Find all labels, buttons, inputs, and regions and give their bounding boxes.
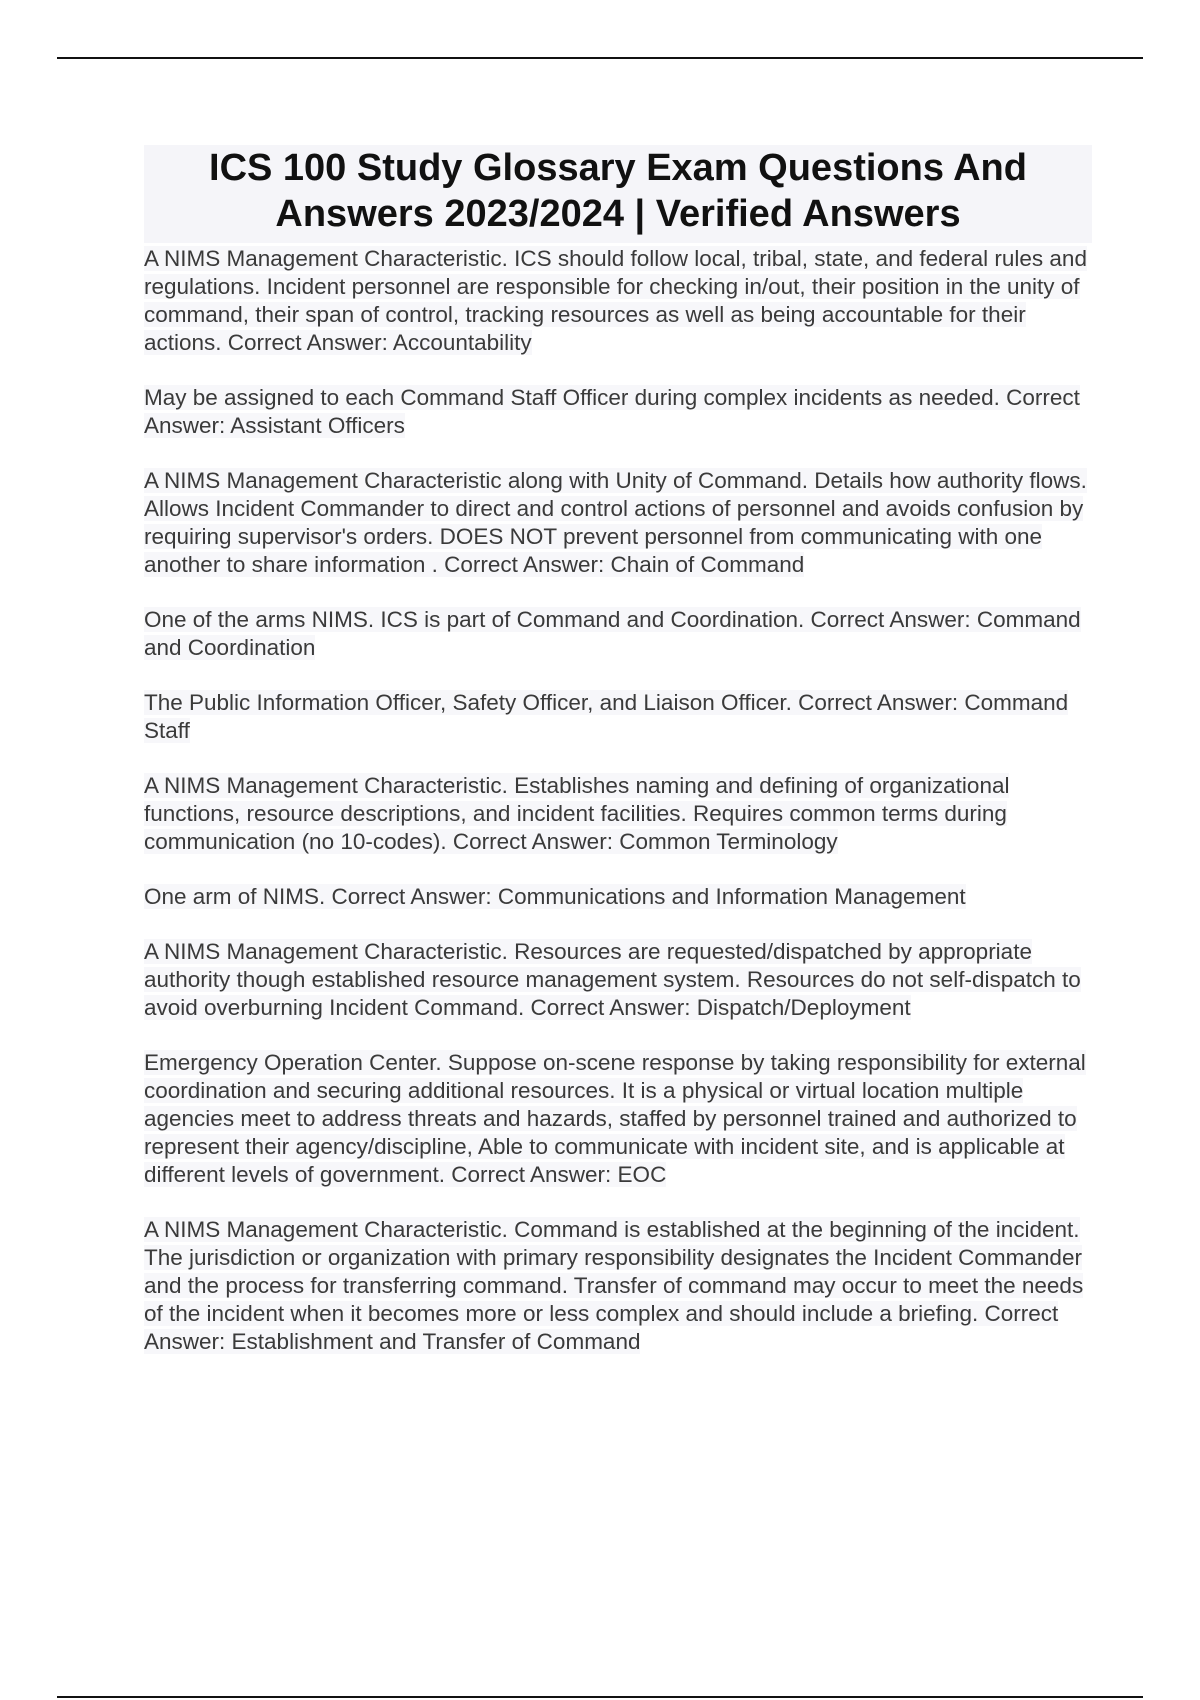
entry-text: A NIMS Management Characteristic. Resources are requested/dispatched by appropriate authority though established resource management system. Resources do not self-dispatch to avoid overburning Incident Command. Correct Answer: Dispatch/Deployment xyxy=(144,939,1081,1020)
glossary-entry xyxy=(144,606,1092,662)
glossary-entry xyxy=(144,938,1092,1022)
entry-text: A NIMS Management Characteristic. ICS should follow local, tribal, state, and federal rules and regulations. Incident personnel are responsible for checking in/out, their position in the unity of command, their span of control, tracking resources as well as being accountable for their actions. Correct Answer: Accountability xyxy=(144,246,1087,355)
glossary-entry xyxy=(144,384,1092,440)
glossary-entry xyxy=(144,883,1092,911)
title-block xyxy=(144,145,1092,243)
entry-text: One of the arms NIMS. ICS is part of Command and Coordination. Correct Answer: Command and Coordination xyxy=(144,607,1081,660)
glossary-entry xyxy=(144,772,1092,856)
entry-text: One arm of NIMS. Correct Answer: Communications and Information Management xyxy=(144,884,966,909)
entry-text: A NIMS Management Characteristic along with Unity of Command. Details how authority flows. Allows Incident Commander to direct and control actions of personnel and avoids confusion by requiring supervisor's orders. DOES NOT prevent personnel from communicating with one another to share information . Correct Answer: Chain of Command xyxy=(144,468,1087,577)
entry-text: Emergency Operation Center. Suppose on-scene response by taking responsibility for external coordination and securing additional resources. It is a physical or virtual location multiple agencies meet to address threats and hazards, staffed by personnel trained and authorized to represent their agency/discipline, Able to communicate with incident site, and is applicable at different levels of government. Correct Answer: EOC xyxy=(144,1050,1086,1187)
document-page xyxy=(144,145,1092,1383)
glossary-entries xyxy=(144,245,1092,1356)
entry-text: The Public Information Officer, Safety Officer, and Liaison Officer. Correct Answer: Command Staff xyxy=(144,690,1069,743)
document-title: ICS 100 Study Glossary Exam Questions And Answers 2023/2024 | Verified Answers xyxy=(209,147,1027,235)
glossary-entry xyxy=(144,245,1092,357)
entry-text: May be assigned to each Command Staff Officer during complex incidents as needed. Correct Answer: Assistant Officers xyxy=(144,385,1080,438)
entry-text: A NIMS Management Characteristic. Command is established at the beginning of the incident. The jurisdiction or organization with primary responsibility designates the Incident Commander and the process for transferring command. Transfer of command may occur to meet the needs of the incident when it becomes more or less complex and should include a briefing. Correct Answer: Establishment and Transfer of Command xyxy=(144,1217,1084,1354)
header-rule xyxy=(57,57,1143,59)
glossary-entry xyxy=(144,467,1092,579)
glossary-entry xyxy=(144,1216,1092,1356)
entry-text: A NIMS Management Characteristic. Establishes naming and defining of organizational functions, resource descriptions, and incident facilities. Requires common terms during communication (no 10-codes). Correct Answer: Common Terminology xyxy=(144,773,1010,854)
glossary-entry xyxy=(144,689,1092,745)
glossary-entry xyxy=(144,1049,1092,1189)
footer-rule xyxy=(57,1696,1143,1698)
